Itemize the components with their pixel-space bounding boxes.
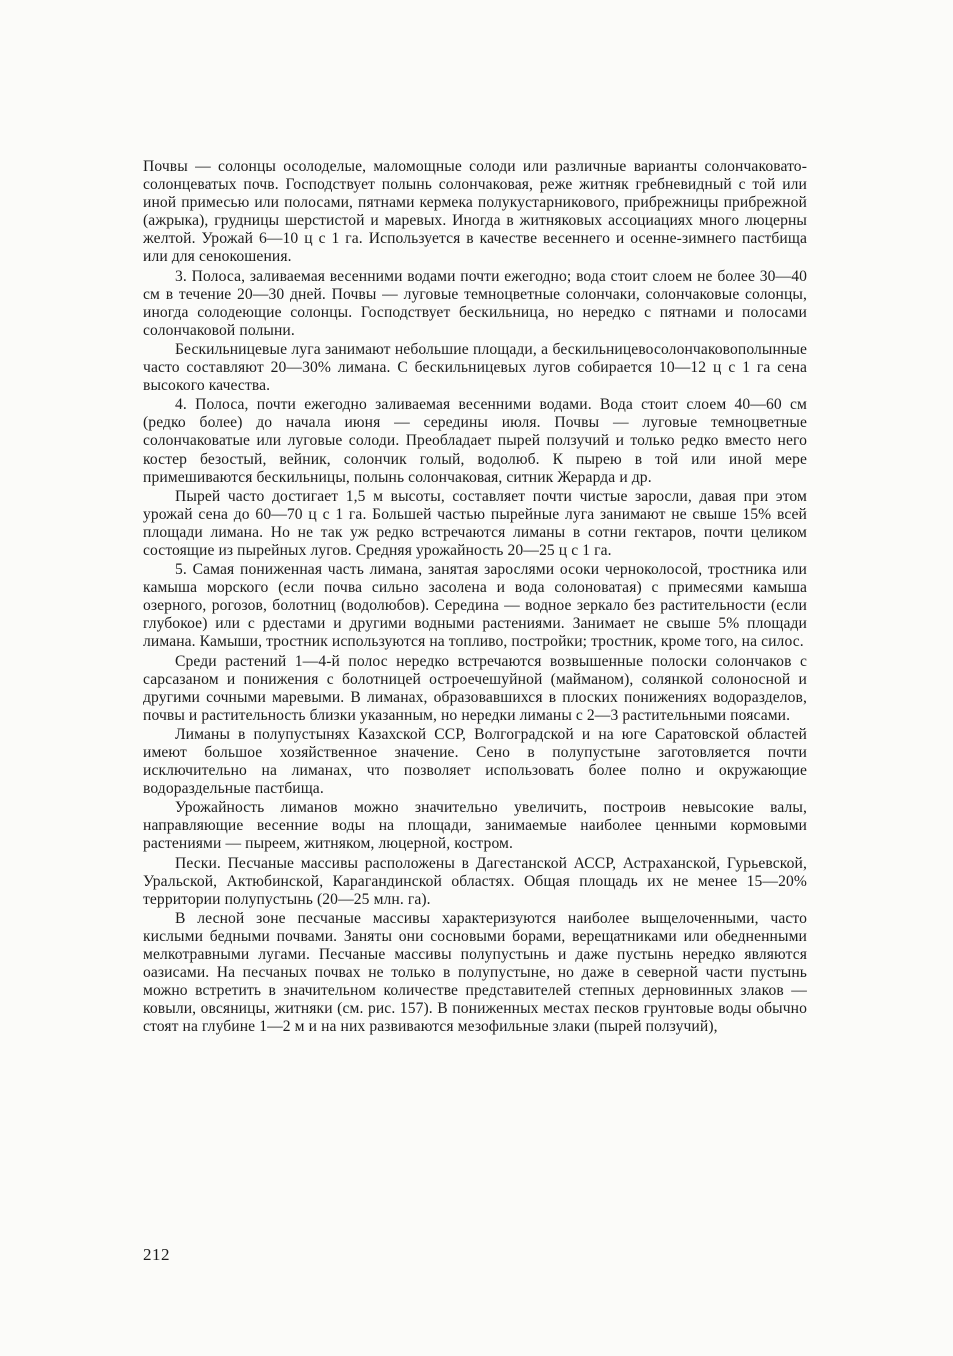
paragraph-7: Среди растений 1—4-й полос нередко встречаются возвышенные полоски солончаков с сарсазаном и понижения с болотницей остроечешуйной (майманом), солянкой солоносной и другими сочными маревыми. В лиманах, образовавшихся в плоских понижениях водоразделов, почвы и растительность близки указанным, но нередки лиманы с 2—3 растительными поясами. xyxy=(143,652,807,724)
paragraph-4: 4. Полоса, почти ежегодно заливаемая весенними водами. Вода стоит слоем 40—60 см (редко более) до начала июня — середины июля. Почвы — луговые темноцветные солончаковатые или луговые солоди. Преобладает пырей ползучий и только редко вместо него костер безостый, вейник, солончик голый, водолюб. К пырею в той или иной мере примешиваются бескильницы, полынь солончаковая, ситник Жерарда и др. xyxy=(143,396,807,486)
paragraph-8: Лиманы в полупустынях Казахской ССР, Волгоградской и на юге Саратовской областей имеют большое хозяйственное значение. Сено в полупустыне заготовляется почти исключительно на лиманах, что позволяет использовать более полно и окружающие водораздельные пастбища. xyxy=(143,725,807,798)
page-number: 212 xyxy=(143,1245,170,1264)
paragraph-9: Урожайность лиманов можно значительно увеличить, построив невысокие валы, направляющие весенние воды на площади, занимаемые наиболее ценными кормовыми растениями — пыреем, житняком, люцерной, костром. xyxy=(143,799,807,853)
paragraph-1: Почвы — солонцы осолоделые, маломощные солоди или различные варианты солончаковато-солонцеватых почв. Господствует полынь солончаковая, реже житняк гребневидный с той или иной примесью или полосами, пятнами кермека полукустарникового, прибрежницы прибрежной (ажрыка), грудницы шерстистой и маревых. Иногда в житняковых ассоциациях много люцерны желтой. Урожай 6—10 ц с 1 га. Используется в качестве весеннего и осенне-зимнего пастбища или для сенокошения. xyxy=(143,158,807,266)
paragraph-3: Бескильницевые луга занимают небольшие площади, а бескильницевосолончаковополынные часто составляют 20—30% лимана. С бескильницевых лугов собирается 10—12 ц с 1 га сена высокого качества. xyxy=(143,340,807,395)
paragraph-6: 5. Самая пониженная часть лимана, занятая зарослями осоки черноколосой, тростника или камыша морского (если почва сильно засолена и вода солоноватая) с примесями камыша озерного, рогозов, болотниц (водолюбов). Середина — водное зеркало без растительности (если глубокое) или с рдестами и другими водными растениями. Занимает не свыше 5% площади лимана. Камыши, тростник используются на топливо, постройки; тростник, кроме того, на силос. xyxy=(143,561,807,651)
paragraph-10-sands: Пески. Песчаные массивы расположены в Дагестанской АССР, Астраханской, Гурьевской, Уральской, Актюбинской, Карагандинской областях. Общая площадь их не менее 15—20% территории полупустынь (20—25 млн. га). xyxy=(143,854,807,908)
paragraph-11: В лесной зоне песчаные массивы характеризуются наиболее выщелоченными, часто кислыми бедными почвами. Заняты они сосновыми борами, верещатниками или обедненными мелкотравными лугами. Песчаные массивы полупустынь и даже пустынь нередко являются оазисами. На песчаных почвах не только в полупустыне, но даже в северной части пустынь можно встретить в значительном количестве представителей степных дерновинных злаков — ковыли, овсяницы, житняки (см. рис. 157). В пониженных местах песков грунтовые воды обычно стоят на глубине 1—2 м и на них развиваются мезофильные злаки (пырей ползучий), xyxy=(143,909,807,1036)
page-body xyxy=(143,158,807,1037)
paragraph-2: 3. Полоса, заливаемая весенними водами почти ежегодно; вода стоит слоем не более 30—40 см в течение 20—30 дней. Почвы — луговые темноцветные солончаки, солончаковые солонцы, иногда солодеющие солонцы. Господствует бескильница, но нередко с пятнами и полосами солончаковой полыни. xyxy=(143,267,807,339)
paragraph-5: Пырей часто достигает 1,5 м высоты, составляет почти чистые заросли, давая при этом урожай сена до 60—70 ц с 1 га. Большей частью пырейные луга занимают не свыше 15% всей площади лимана. Но не так уж редко встречаются лиманы в сотни гектаров, почти целиком состоящие из пырейных лугов. Средняя урожайность 20—25 ц с 1 га. xyxy=(143,487,807,559)
